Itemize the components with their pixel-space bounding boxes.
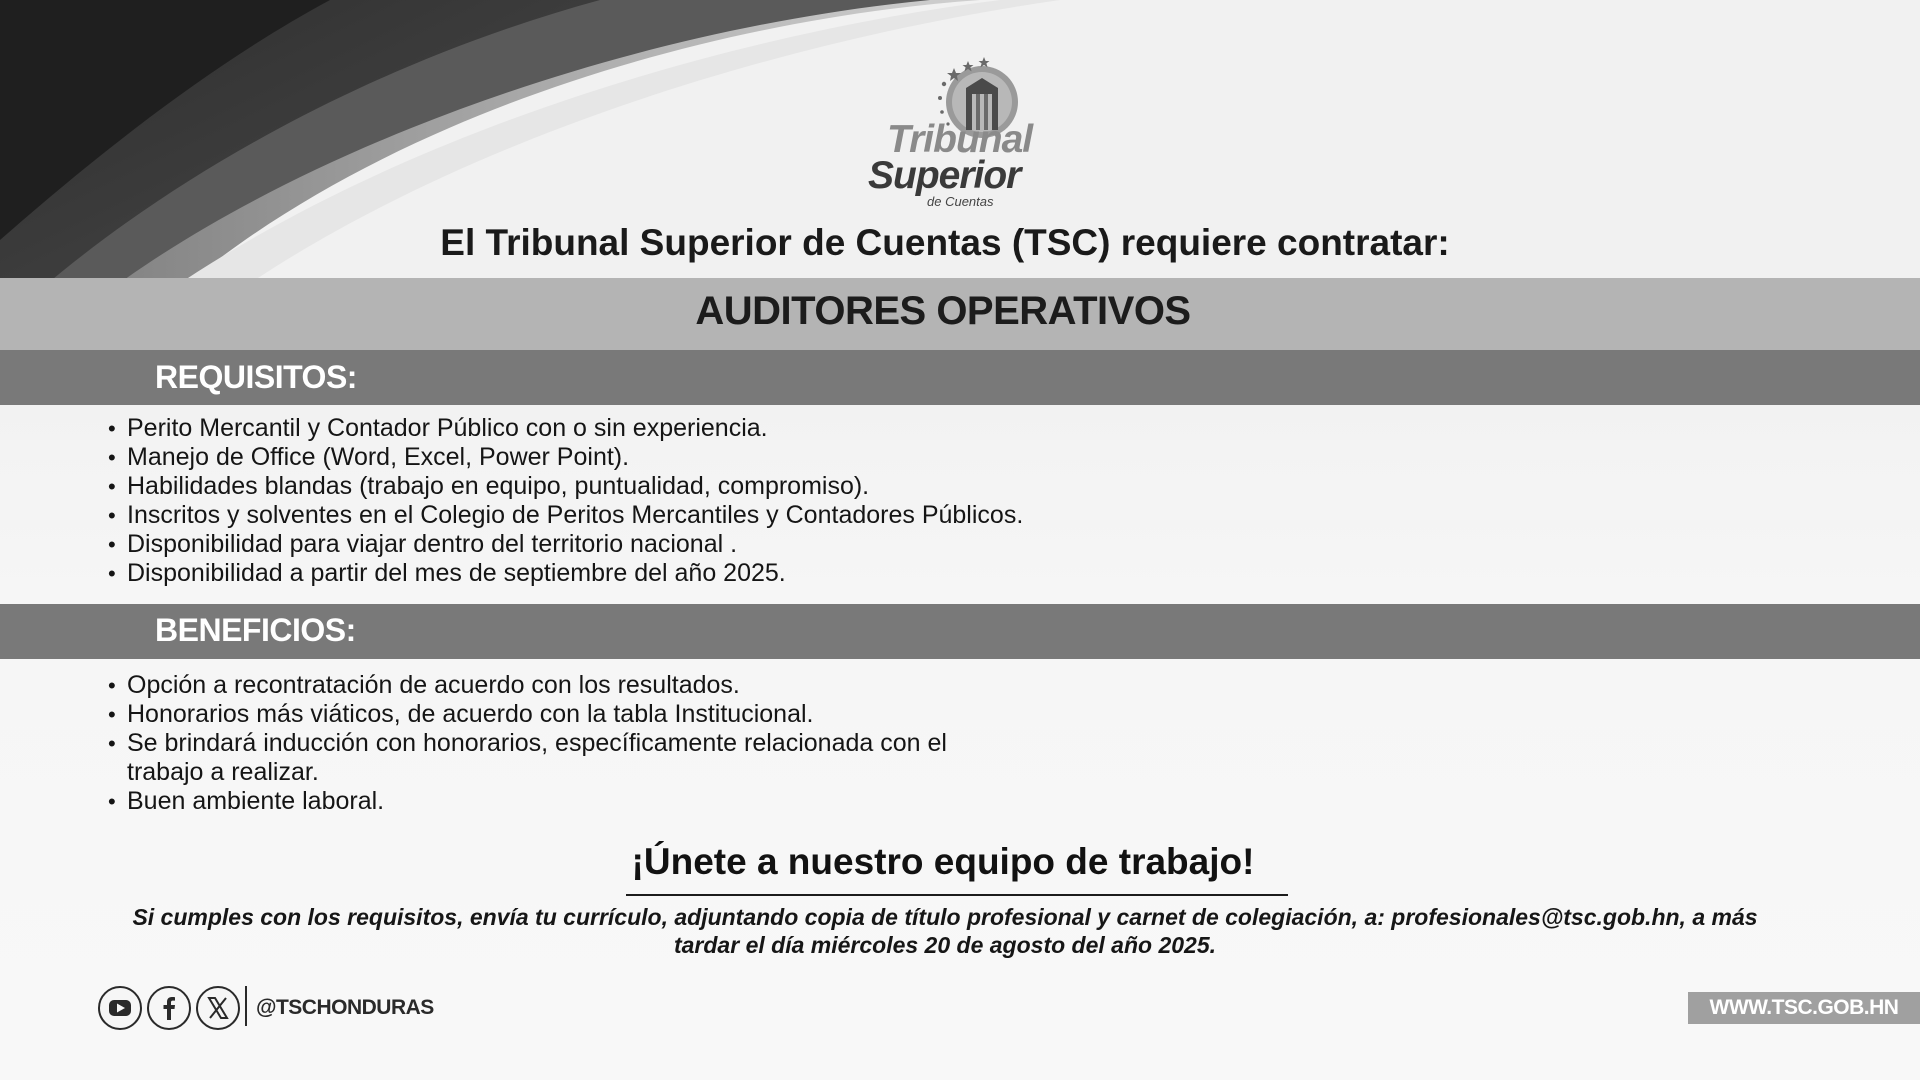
logo-text-cuentas: de Cuentas: [927, 194, 994, 209]
logo-text-superior: Superior: [868, 154, 1021, 197]
x-icon[interactable]: [196, 986, 240, 1030]
deadline-date: miércoles 20 de agosto del año 2025: [810, 932, 1210, 958]
application-instructions: [100, 903, 1790, 959]
join-underline: [626, 894, 1288, 896]
list-item: • Disponibilidad a partir del mes de septiembre del año 2025.: [108, 559, 1023, 588]
list-item: • Manejo de Office (Word, Excel, Power Point).: [108, 443, 1023, 472]
list-item: • Buen ambiente laboral.: [108, 787, 947, 816]
list-item: • Disponibilidad para viajar dentro del territorio nacional .: [108, 530, 1023, 559]
join-heading: ¡Únete a nuestro equipo de trabajo!: [631, 841, 1255, 882]
social-separator: [245, 986, 247, 1026]
social-handle[interactable]: @TSCHONDURAS: [256, 996, 434, 1019]
logo-text-tribunal: Tribunal: [887, 118, 1033, 161]
contact-email[interactable]: profesionales@tsc.gob.hn: [1391, 904, 1680, 930]
website-link[interactable]: WWW.TSC.GOB.HN: [1709, 996, 1899, 1019]
list-item: • Perito Mercantil y Contador Público con o sin experiencia.: [108, 414, 1023, 443]
benefits-title: BENEFICIOS:: [155, 612, 356, 648]
list-item: • Opción a recontratación de acuerdo con los resultados.: [108, 671, 947, 700]
position-title: AUDITORES OPERATIVOS: [695, 289, 1191, 333]
instructions-middle: , a más tardar el día: [673, 904, 1758, 958]
benefits-list: [108, 671, 947, 816]
intro-heading: El Tribunal Superior de Cuentas (TSC) requiere contratar:: [440, 222, 1450, 263]
instructions-lead: Si cumples con los requisitos, envía tu currículo, adjuntando copia de título profesional y carnet de colegiación, a:: [132, 904, 1392, 930]
facebook-icon[interactable]: [147, 986, 191, 1030]
list-item-continuation: trabajo a realizar.: [127, 758, 319, 786]
instructions-end: .: [1209, 932, 1216, 958]
requirements-list: [108, 414, 1023, 588]
requirements-title: REQUISITOS:: [155, 359, 357, 395]
list-item: • Inscritos y solventes en el Colegio de Peritos Mercantiles y Contadores Públicos.: [108, 501, 1023, 530]
list-item: • Habilidades blandas (trabajo en equipo, puntualidad, compromiso).: [108, 472, 1023, 501]
list-item: • Honorarios más viáticos, de acuerdo con la tabla Institucional.: [108, 700, 947, 729]
list-item: • Se brindará inducción con honorarios, específicamente relacionada con el: [108, 729, 947, 758]
youtube-icon[interactable]: [98, 986, 142, 1030]
